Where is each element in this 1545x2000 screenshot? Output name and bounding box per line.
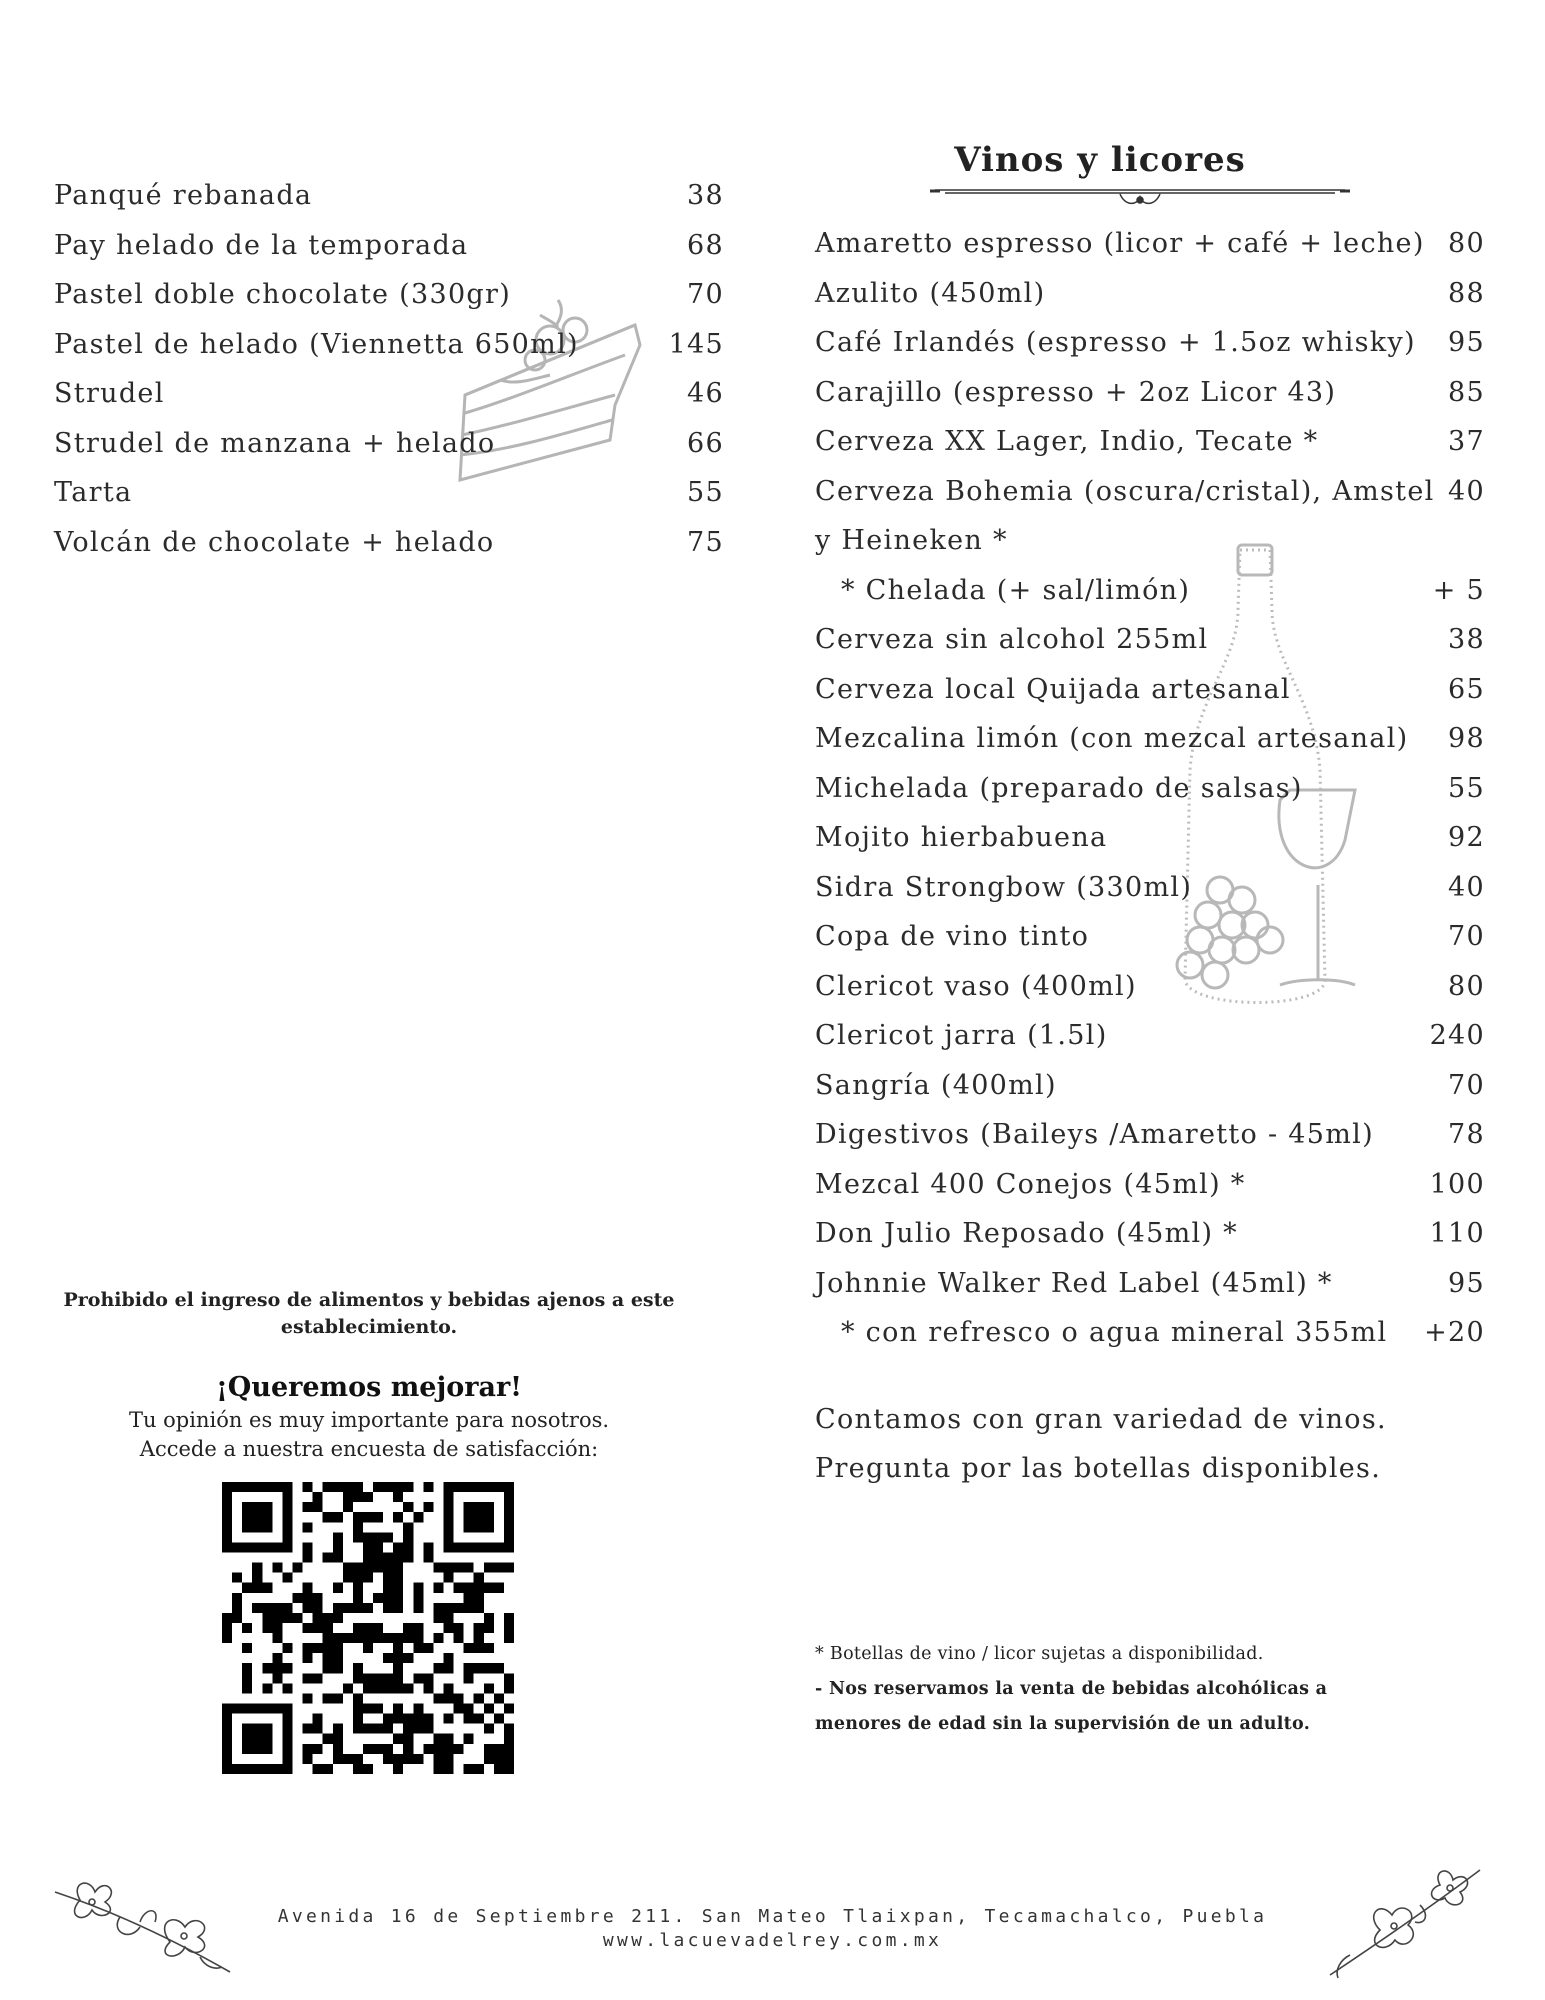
dessert-item-price: 68 [687, 229, 724, 261]
drink-item-name: Digestivos (Baileys /Amaretto - 45ml) [815, 1119, 1374, 1150]
survey-text-line-1: Tu opinión es muy importante para nosotros. [128, 1408, 610, 1432]
drink-item-name: y Heineken * [815, 525, 1008, 556]
drink-item-price: 40 [1448, 871, 1485, 903]
drink-item-name: Johnnie Walker Red Label (45ml) * [815, 1267, 1333, 1299]
drink-item-name: Sangría (400ml) [815, 1069, 1057, 1101]
drink-item-price: 85 [1448, 376, 1485, 408]
drink-item-row [815, 1169, 1485, 1217]
drink-item-row [815, 228, 1485, 276]
drink-item-row [815, 773, 1485, 821]
dessert-item-row [54, 279, 724, 327]
dessert-item-price: 38 [687, 180, 724, 211]
drink-item-row [815, 822, 1485, 870]
drink-item-row [815, 971, 1485, 1019]
drink-item-name: Mezcalina limón (con mezcal artesanal) [815, 723, 1409, 754]
footer-address: Avenida 16 de Septiembre 211. San Mateo Tlaixpan, Tecamachalco, Puebla [277, 1906, 1268, 1927]
dessert-item-name: Strudel de manzana + helado [54, 427, 496, 459]
dessert-item-name: Pastel de helado (Viennetta 650ml) [54, 328, 579, 360]
drink-item-row [815, 1020, 1485, 1068]
drink-item-name: Clericot jarra (1.5l) [815, 1020, 1108, 1051]
drink-item-row [815, 377, 1485, 425]
dessert-item-name: Pay helado de la temporada [54, 229, 469, 261]
drink-item-name: Mojito hierbabuena [815, 822, 1108, 853]
drink-item-row [815, 575, 1485, 623]
drink-item-price: 37 [1448, 426, 1485, 457]
drink-item-row [815, 426, 1485, 474]
dessert-item-row [54, 477, 724, 525]
drink-item-row [815, 1218, 1485, 1266]
qr-code[interactable] [222, 1482, 514, 1774]
drink-item-name: Amaretto espresso (licor + café + leche) [815, 228, 1425, 259]
title-ornament-divider [925, 180, 1355, 210]
drink-item-price: 95 [1448, 1267, 1485, 1299]
wine-bottles-note: Pregunta por las botellas disponibles. [815, 1453, 1382, 1484]
dessert-item-row [54, 329, 724, 377]
drink-item-price: 95 [1448, 327, 1485, 358]
drink-item-name: Cerveza XX Lager, Indio, Tecate * [815, 426, 1319, 457]
drink-item-price: 88 [1448, 277, 1485, 309]
drink-item-price: 110 [1429, 1218, 1485, 1249]
drink-item-name: Michelada (preparado de salsas) [815, 772, 1303, 804]
dessert-item-name: Volcán de chocolate + helado [54, 526, 495, 558]
drink-item-price: 65 [1448, 673, 1485, 705]
dessert-item-price: 70 [687, 279, 724, 310]
drink-item-name: Carajillo (espresso + 2oz Licor 43) [815, 376, 1337, 408]
dessert-item-price: 75 [687, 526, 724, 558]
dessert-item-row [54, 428, 724, 476]
dessert-item-name: Panqué rebanada [54, 180, 313, 211]
section-title: Vinos y licores [954, 140, 1246, 180]
footer-website[interactable]: www.lacuevadelrey.com.mx [602, 1930, 943, 1951]
drink-item-row [815, 525, 1485, 573]
drink-item-price: 55 [1448, 772, 1485, 804]
drink-item-price: 80 [1448, 228, 1485, 259]
survey-text-line-2: Accede a nuestra encuesta de satisfacción: [139, 1437, 599, 1461]
prohibited-notice-line-2: establecimiento. [280, 1316, 458, 1338]
drink-item-price: 70 [1448, 1069, 1485, 1101]
minors-note-line-2: menores de edad sin la supervisión de un adulto. [815, 1714, 1311, 1734]
drink-item-name: Azulito (450ml) [815, 277, 1046, 309]
dessert-item-price: 145 [668, 328, 724, 360]
drink-item-price: 100 [1429, 1168, 1485, 1200]
drink-item-name: Don Julio Reposado (45ml) * [815, 1218, 1238, 1249]
drink-item-name: Sidra Strongbow (330ml) [815, 871, 1193, 903]
drink-item-price: 92 [1448, 822, 1485, 853]
drink-item-row [815, 278, 1485, 326]
drink-item-row [815, 476, 1485, 524]
dessert-item-row [54, 378, 724, 426]
drink-item-price: 70 [1448, 921, 1485, 952]
minors-note-line-1: - Nos reservamos la venta de bebidas alcohólicas a [815, 1679, 1328, 1699]
drink-item-name: * con refresco o agua mineral 355ml [841, 1317, 1388, 1348]
drink-item-row [815, 872, 1485, 920]
drink-item-row [815, 1317, 1485, 1365]
dessert-item-row [54, 180, 724, 228]
drink-item-name: Cerveza sin alcohol 255ml [815, 624, 1209, 655]
drink-item-row [815, 921, 1485, 969]
wine-variety-note: Contamos con gran variedad de vinos. [815, 1404, 1387, 1435]
drink-item-name: Cerveza local Quijada artesanal [815, 673, 1291, 705]
dessert-item-row [54, 230, 724, 278]
availability-note: * Botellas de vino / licor sujetas a disponibilidad. [815, 1644, 1264, 1664]
drink-item-row [815, 723, 1485, 771]
drink-item-name: Mezcal 400 Conejos (45ml) * [815, 1168, 1246, 1200]
drink-item-price: 78 [1448, 1119, 1485, 1150]
drink-item-name: Café Irlandés (espresso + 1.5oz whisky) [815, 327, 1416, 358]
drink-item-row [815, 1268, 1485, 1316]
drink-item-name: Cerveza Bohemia (oscura/cristal), Amstel [815, 475, 1435, 507]
drink-item-price: 38 [1448, 624, 1485, 655]
floral-ornament-left [50, 1872, 235, 1977]
survey-title: ¡Queremos mejorar! [215, 1372, 523, 1403]
dessert-item-price: 55 [687, 477, 724, 508]
drink-item-price: 98 [1448, 723, 1485, 754]
drink-item-row [815, 327, 1485, 375]
drink-item-row [815, 624, 1485, 672]
dessert-item-row [54, 527, 724, 575]
dessert-item-name: Pastel doble chocolate (330gr) [54, 279, 512, 310]
drink-item-row [815, 1070, 1485, 1118]
dessert-item-name: Tarta [54, 477, 133, 508]
drink-item-row [815, 1119, 1485, 1167]
drink-item-price: + 5 [1432, 574, 1485, 606]
dessert-item-price: 66 [687, 427, 724, 459]
drink-item-name: * Chelada (+ sal/limón) [841, 574, 1191, 606]
dessert-item-name: Strudel [54, 378, 165, 409]
drink-item-price: 240 [1429, 1020, 1485, 1051]
prohibited-notice-line-1: Prohibido el ingreso de alimentos y bebidas ajenos a este [63, 1289, 675, 1311]
drink-item-price: 80 [1448, 970, 1485, 1002]
drink-item-price: 40 [1448, 475, 1485, 507]
drink-item-name: Clericot vaso (400ml) [815, 970, 1137, 1002]
dessert-item-price: 46 [687, 378, 724, 409]
drink-item-price: +20 [1424, 1317, 1485, 1348]
drink-item-row [815, 674, 1485, 722]
drink-item-name: Copa de vino tinto [815, 921, 1090, 952]
floral-ornament-right [1320, 1860, 1485, 1980]
